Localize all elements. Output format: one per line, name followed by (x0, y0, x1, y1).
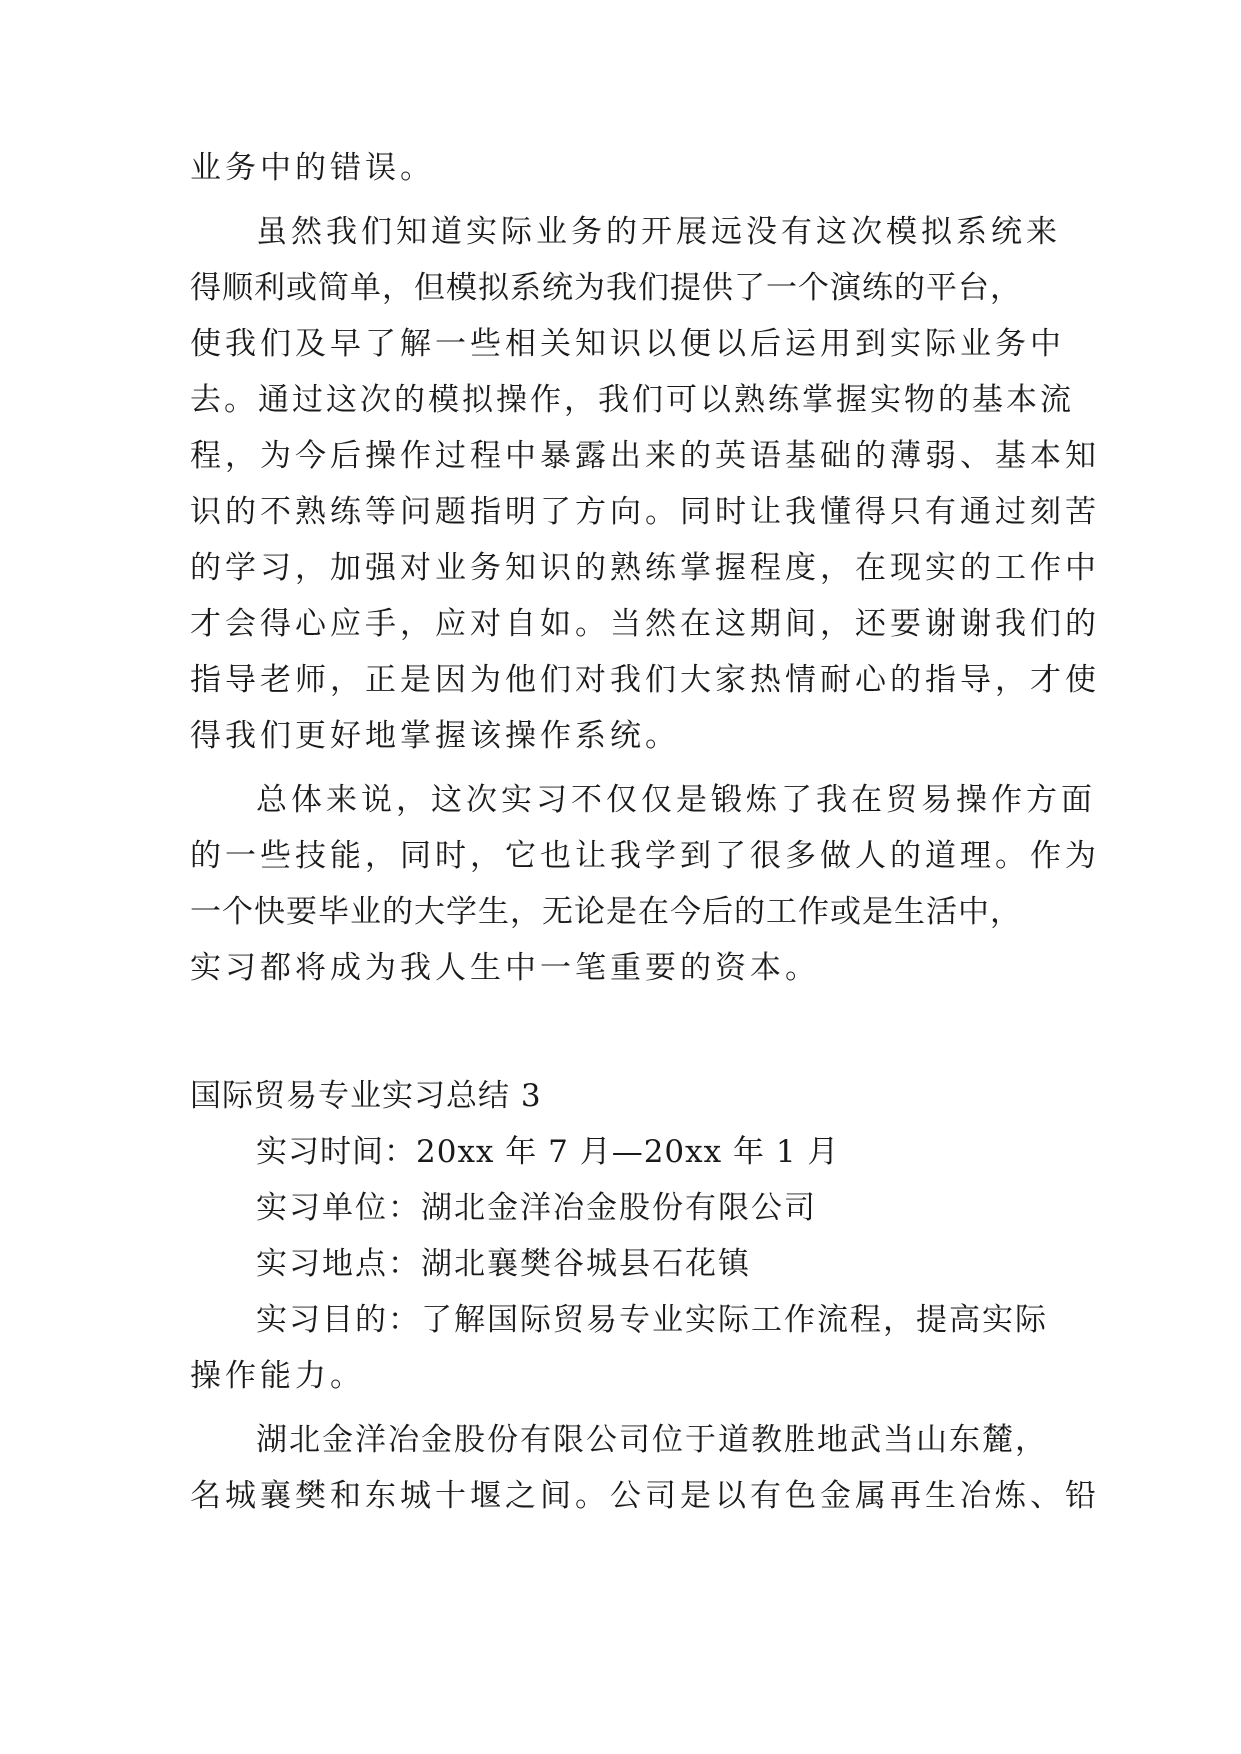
text-line: 才会得心应手，应对自如。当然在这期间，还要谢谢我们的 (190, 606, 1100, 642)
text-line: 识的不熟练等问题指明了方向。同时让我懂得只有通过刻苦 (190, 494, 1100, 530)
paragraph-first-line: 湖北金洋冶金股份有限公司位于道教胜地武当山东麓， (256, 1422, 1048, 1458)
info-unit: 实习单位：湖北金洋冶金股份有限公司 (256, 1190, 817, 1226)
paragraph-first-line: 虽然我们知道实际业务的开展远没有这次模拟系统来 (256, 214, 1061, 250)
text-line: 名城襄樊和东城十堰之间。公司是以有色金属再生冶炼、铅 (190, 1478, 1100, 1514)
text-line: 得我们更好地掌握该操作系统。 (190, 718, 680, 754)
text-line: 使我们及早了解一些相关知识以便以后运用到实际业务中 (190, 326, 1065, 362)
section-title: 国际贸易专业实习总结 3 (190, 1078, 542, 1114)
text-line: 业务中的错误。 (190, 150, 435, 186)
text-line: 一个快要毕业的大学生，无论是在今后的工作或是生活中， (190, 894, 1022, 930)
text-line: 实习都将成为我人生中一笔重要的资本。 (190, 950, 820, 986)
text-line: 的学习，加强对业务知识的熟练掌握程度，在现实的工作中 (190, 550, 1100, 586)
text-line: 得顺利或简单，但模拟系统为我们提供了一个演练的平台， (190, 270, 1022, 306)
text-line: 去。通过这次的模拟操作，我们可以熟练掌握实物的基本流 (190, 382, 1074, 418)
info-time: 实习时间：20xx 年 7 月—20xx 年 1 月 (256, 1134, 840, 1170)
text-line: 程，为今后操作过程中暴露出来的英语基础的薄弱、基本知 (190, 438, 1100, 474)
text-line: 指导老师，正是因为他们对我们大家热情耐心的指导，才使 (190, 662, 1100, 698)
info-location: 实习地点：湖北襄樊谷城县石花镇 (256, 1246, 751, 1282)
paragraph-first-line: 总体来说，这次实习不仅仅是锻炼了我在贸易操作方面 (256, 782, 1096, 818)
text-line: 操作能力。 (190, 1358, 365, 1394)
text-line: 的一些技能，同时，它也让我学到了很多做人的道理。作为 (190, 838, 1100, 874)
info-purpose: 实习目的：了解国际贸易专业实际工作流程，提高实际 (256, 1302, 1048, 1338)
